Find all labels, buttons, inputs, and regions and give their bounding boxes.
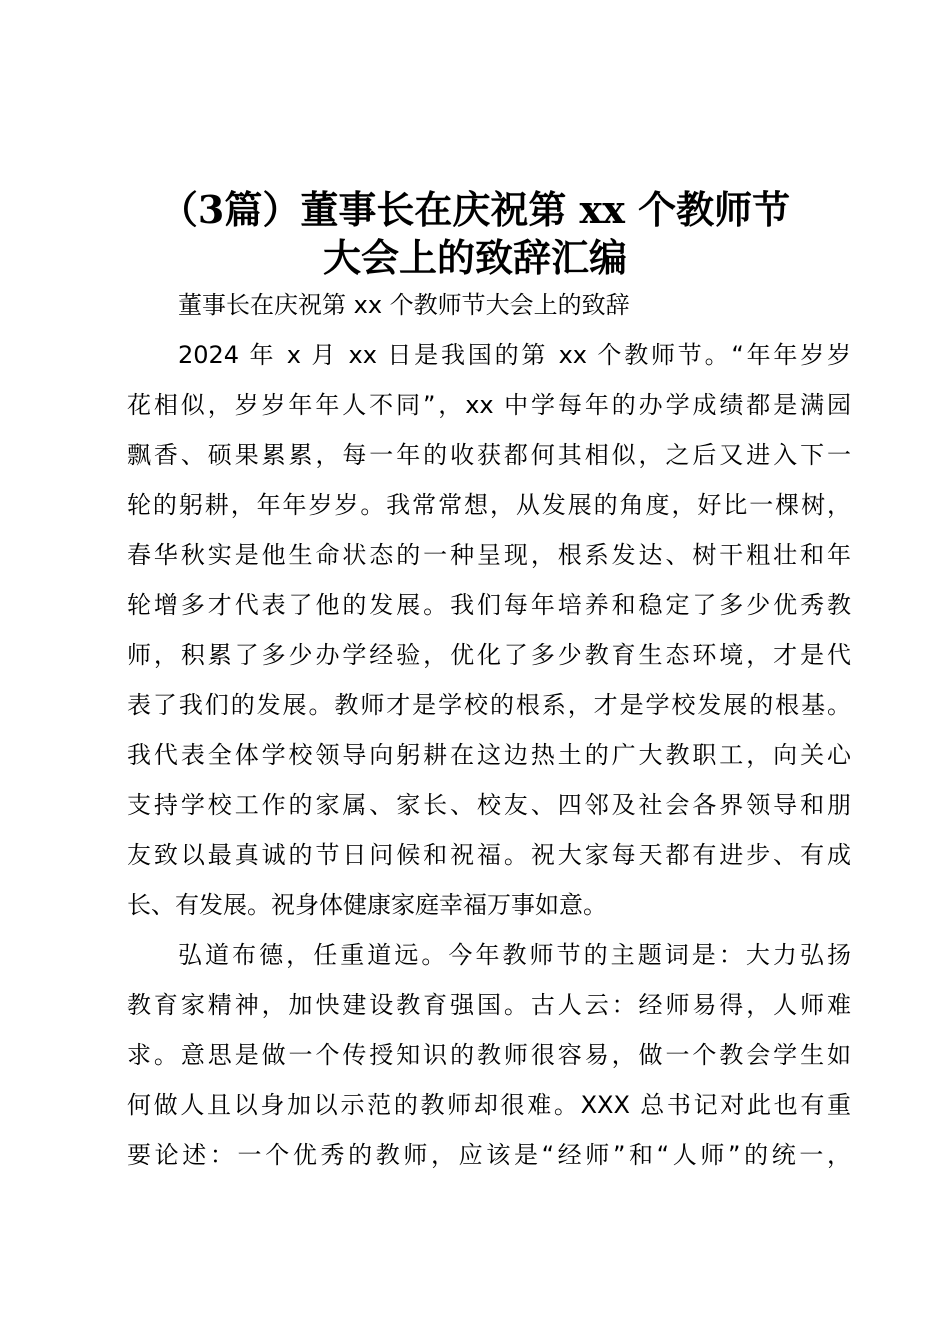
paragraph-line: 要论述：一个优秀的教师，应该是“经师”和“人师”的统一，: [127, 1141, 851, 1169]
paragraph-line: 弘道布德，任重道远。今年教师节的主题词是：大力弘扬: [178, 941, 851, 969]
paragraph-line: 春华秋实是他生命状态的一种呈现，根系发达、树干粗壮和年: [127, 541, 851, 569]
document-body: [127, 280, 851, 1180]
document-title-line-2: 大会上的致辞汇编: [322, 235, 627, 280]
document-title-line-1: （3篇）董事长在庆祝第 xx 个教师节: [159, 187, 791, 232]
paragraph-line: 我代表全体学校领导向躬耕在这边热土的广大教职工，向关心: [127, 741, 851, 769]
paragraph-line: 求。意思是做一个传授知识的教师很容易，做一个教会学生如: [127, 1041, 851, 1069]
section-heading: 董事长在庆祝第 xx 个教师节大会上的致辞: [178, 291, 630, 319]
paragraph-line: 师，积累了多少办学经验，优化了多少教育生态环境，才是代: [127, 641, 851, 669]
paragraph-line: 飘香、硕果累累，每一年的收获都何其相似，之后又进入下一: [127, 441, 851, 469]
paragraph-line: 长、有发展。祝身体健康家庭幸福万事如意。: [127, 891, 607, 919]
paragraph-line: 2024 年 x 月 xx 日是我国的第 xx 个教师节。“年年岁岁: [178, 341, 851, 369]
paragraph-line: 何做人且以身加以示范的教师却很难。XXX 总书记对此也有重: [127, 1091, 851, 1119]
paragraph-line: 教育家精神，加快建设教育强国。古人云：经师易得，人师难: [127, 991, 851, 1019]
paragraph-line: 支持学校工作的家属、家长、校友、四邻及社会各界领导和朋: [127, 791, 851, 819]
paragraph-line: 轮增多才代表了他的发展。我们每年培养和稳定了多少优秀教: [127, 591, 851, 619]
paragraph-line: 友致以最真诚的节日问候和祝福。祝大家每天都有进步、有成: [127, 841, 851, 869]
paragraph-line: 花相似，岁岁年年人不同”，xx 中学每年的办学成绩都是满园: [127, 391, 851, 419]
paragraph-line: 表了我们的发展。教师才是学校的根系，才是学校发展的根基。: [127, 691, 851, 719]
paragraph-line: 轮的躬耕，年年岁岁。我常常想，从发展的角度，好比一棵树，: [127, 491, 851, 519]
